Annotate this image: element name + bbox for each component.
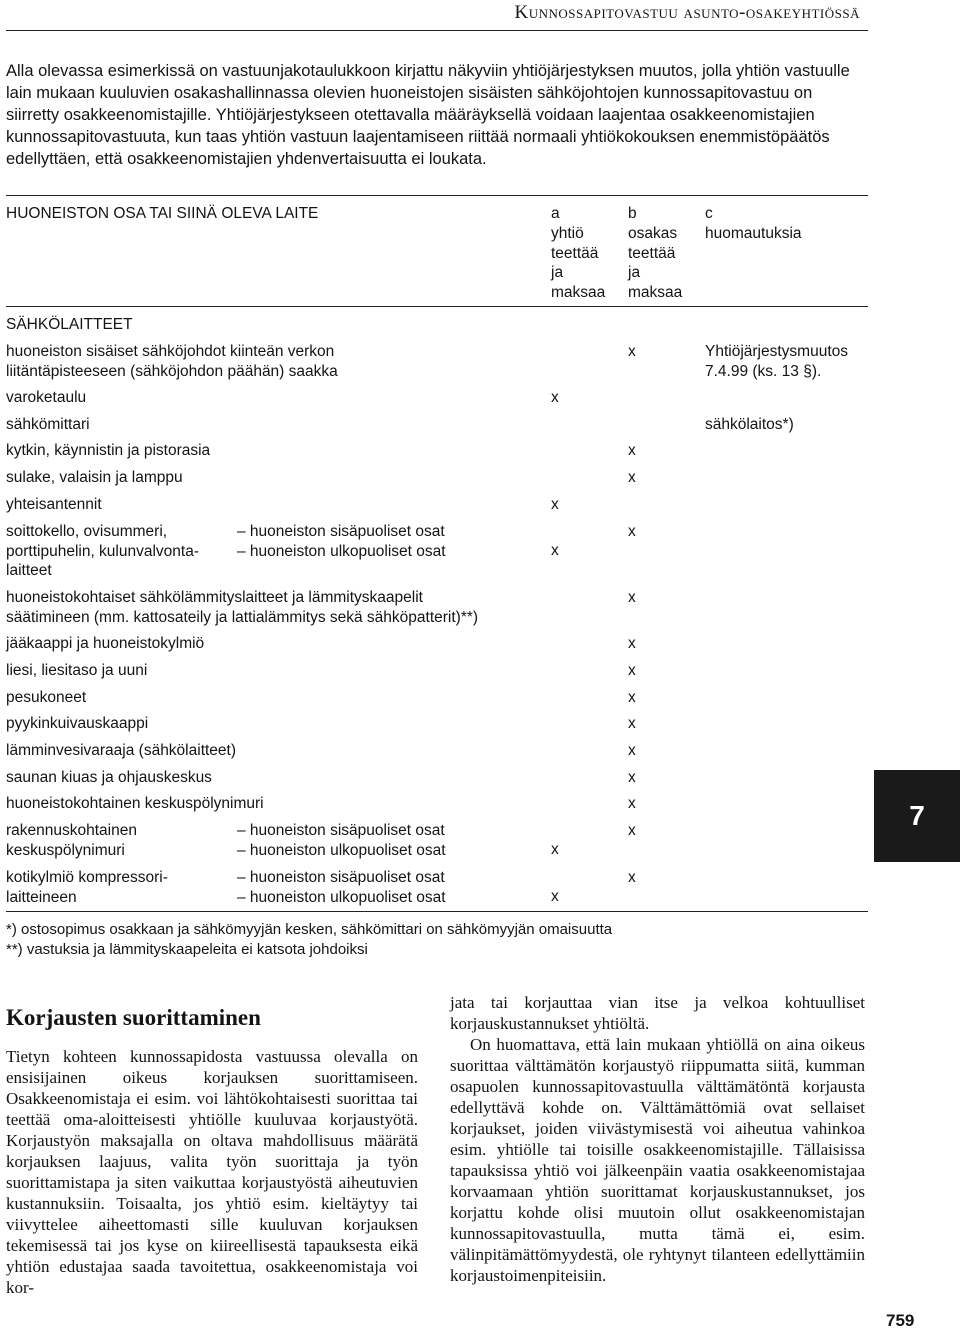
page-number: 759 — [886, 1311, 915, 1330]
table-header-rule — [6, 306, 868, 307]
cell-b: x — [628, 469, 636, 486]
table-row: lämminvesivaraaja (sähkölaitteet) — [6, 742, 237, 759]
cell-a: x — [551, 542, 559, 559]
cell-b: x — [628, 442, 636, 459]
table-row: saunan kiuas ja ohjauskeskus — [6, 769, 212, 786]
cell-b: x — [628, 523, 636, 540]
row-subparts: – huoneiston sisäpuoliset osat – huoneiston ulkopuoliset osat — [237, 869, 446, 906]
table-row: kotikylmiö kompressori- laitteineen — [6, 869, 168, 906]
col-b-header: osakas teettää ja maksaa — [628, 225, 683, 301]
table-row: sähkömittari — [6, 416, 90, 433]
col-a-header: yhtiö teettää ja maksaa — [551, 225, 606, 301]
cell-b: x — [628, 589, 636, 606]
cell-b: x — [628, 715, 636, 732]
header-rule — [6, 30, 868, 31]
table-row: huoneistokohtainen keskuspölynimuri — [6, 795, 264, 812]
chapter-tab: 7 — [874, 770, 960, 862]
table-row: huoneiston sisäiset sähköjohdot kiinteän verkon liitäntäpisteeseen (sähköjohdon päähän) saakka — [6, 343, 338, 380]
cell-b: x — [628, 742, 636, 759]
cell-a: x — [551, 888, 559, 905]
cell-b: x — [628, 795, 636, 812]
cell-b: x — [628, 343, 636, 360]
table-bottom-rule — [6, 911, 868, 912]
row-subparts: – huoneiston sisäpuoliset osat – huoneiston ulkopuoliset osat — [237, 822, 446, 859]
col-b-letter: b — [628, 205, 637, 222]
cell-b: x — [628, 635, 636, 652]
cell-a: x — [551, 841, 559, 858]
footnote: **) vastuksia ja lämmityskaapeleita ei katsota johdoiksi — [6, 941, 368, 958]
table-row: rakennuskohtainen keskuspölynimuri — [6, 822, 137, 859]
cell-b: x — [628, 822, 636, 839]
table-row: pesukoneet — [6, 689, 87, 706]
table-top-rule — [6, 195, 868, 196]
cell-b: x — [628, 869, 636, 886]
table-row: liesi, liesitaso ja uuni — [6, 662, 148, 679]
table-header-item: HUONEISTON OSA TAI SIINÄ OLEVA LAITE — [6, 205, 319, 222]
cell-b: x — [628, 769, 636, 786]
cell-c: Yhtiöjärjestysmuutos 7.4.99 (ks. 13 §). — [705, 343, 849, 380]
table-row: sulake, valaisin ja lamppu — [6, 469, 183, 486]
right-column: jata tai korjauttaa vian itse ja velkoa kohtuulliset korjauskustannukset yhtiöltä. On huomattava, että lain mukaan yhtiöllä on aina oikeus suorittaa välttämätön korjaustyö riippumatta siitä, kumman osapuolen kunnossapitovastuulla välttämätöntä korjausta edellyttävä kohde on. Välttämättömiä ovat sellaiset korjaukset, joiden viivästymisestä voi aiheutua vahinkoa esim. yhtiölle tai toisille osakkeenomistajille. Tällaisissa tapauksissa yhtiö voi jälkeenpäin vaatia osakkeenomistajaa korvaamaan yhtiön suorittamat korjauskustannukset, jos korjattu kohde olisi muutoin ollut osakkeenomistajan kunnossapitovastuulla, mutta tämä ei, esim. välinpitämättömyydestä, ole ryhtynyt tilanteen edellyttämiin korjaustoimenpiteisiin. — [450, 993, 865, 1285]
col-a-letter: a — [551, 205, 560, 222]
footnote: *) ostosopimus osakkaan ja sähkömyyjän kesken, sähkömittari on sähkömyyjän omaisuutta — [6, 921, 613, 938]
cell-a: x — [551, 496, 559, 513]
cell-c: sähkölaitos*) — [705, 416, 794, 433]
cell-b: x — [628, 662, 636, 679]
row-subparts: – huoneiston sisäpuoliset osat – huoneiston ulkopuoliset osat — [237, 523, 446, 560]
table-row: yhteisantennit — [6, 496, 102, 513]
cell-b: x — [628, 689, 636, 706]
table-row: varoketaulu — [6, 389, 87, 406]
col-c-letter: c — [705, 205, 713, 222]
table-row: kytkin, käynnistin ja pistorasia — [6, 442, 211, 459]
section-heading: Korjausten suorittaminen — [6, 1005, 261, 1030]
table-row: huoneistokohtaiset sähkölämmityslaitteet ja lämmityskaapelit säätimineen (mm. kattosateily ja lattialämmitys sekä sähköpatterit)**) — [6, 589, 479, 626]
cell-a: x — [551, 389, 559, 406]
table-row: soittokello, ovisummeri, porttipuhelin, kulunvalvonta- laitteet — [6, 523, 200, 579]
left-column: Tietyn kohteen kunnossapidosta vastuussa olevalla on ensisijainen oikeus korjauksen suorittamiseen. Osakkeenomistaja ei esim. voi lähtökohtaisesti suorittaa tai teettää oma-aloitteisesti yhtiölle kuuluvaa korjaustyötä. Korjaustyön maksajalla on oltava mahdollisuus määrätä korjauksen laajuus, valita työn suorittaja ja työn suorittamistapa ja siten vaikuttaa korjaustyöstä aiheutuvien kustannuksiin. Toisaalta, jos yhtiö esim. kieltäytyy tai viivyttelee aiheettomasti sille kuuluvan korjauksen tekemisessä tai jos kyse on kiireellisestä tapauksesta eikä yhtiön edustajaa saada tavoitettua, osakkeenomistaja voi kor- — [6, 1047, 418, 1297]
running-header: Kunnossapitovastuu asunto-osakeyhtiössä — [514, 2, 860, 23]
intro-paragraph: Alla olevassa esimerkissä on vastuunjakotaulukkoon kirjattu näkyviin yhtiöjärjestyksen muutos, jolla yhtiön vastuulle lain mukaan kuuluvien osakashallinnassa olevien huoneistojen sisäisten sähköjohtojen kunnossapitovastuu on siirretty osakkeenomistajille. Yhtiöjärjestykseen otettavalla määräyksellä voidaan laajentaa osakkeenomistajien kunnossapitovastuuta, kun taas yhtiön vastuun laajentamiseen riittää normaali yhtiökokouksen enemmistöpäätös edellyttäen, että osakkeenomistajien yhdenvertaisuutta ei loukata. — [6, 62, 850, 168]
table-row: jääkaappi ja huoneistokylmiö — [6, 635, 205, 652]
col-c-header: huomautuksia — [705, 225, 802, 242]
table-row: pyykinkuivauskaappi — [6, 715, 149, 732]
section-label: SÄHKÖLAITTEET — [6, 316, 133, 333]
